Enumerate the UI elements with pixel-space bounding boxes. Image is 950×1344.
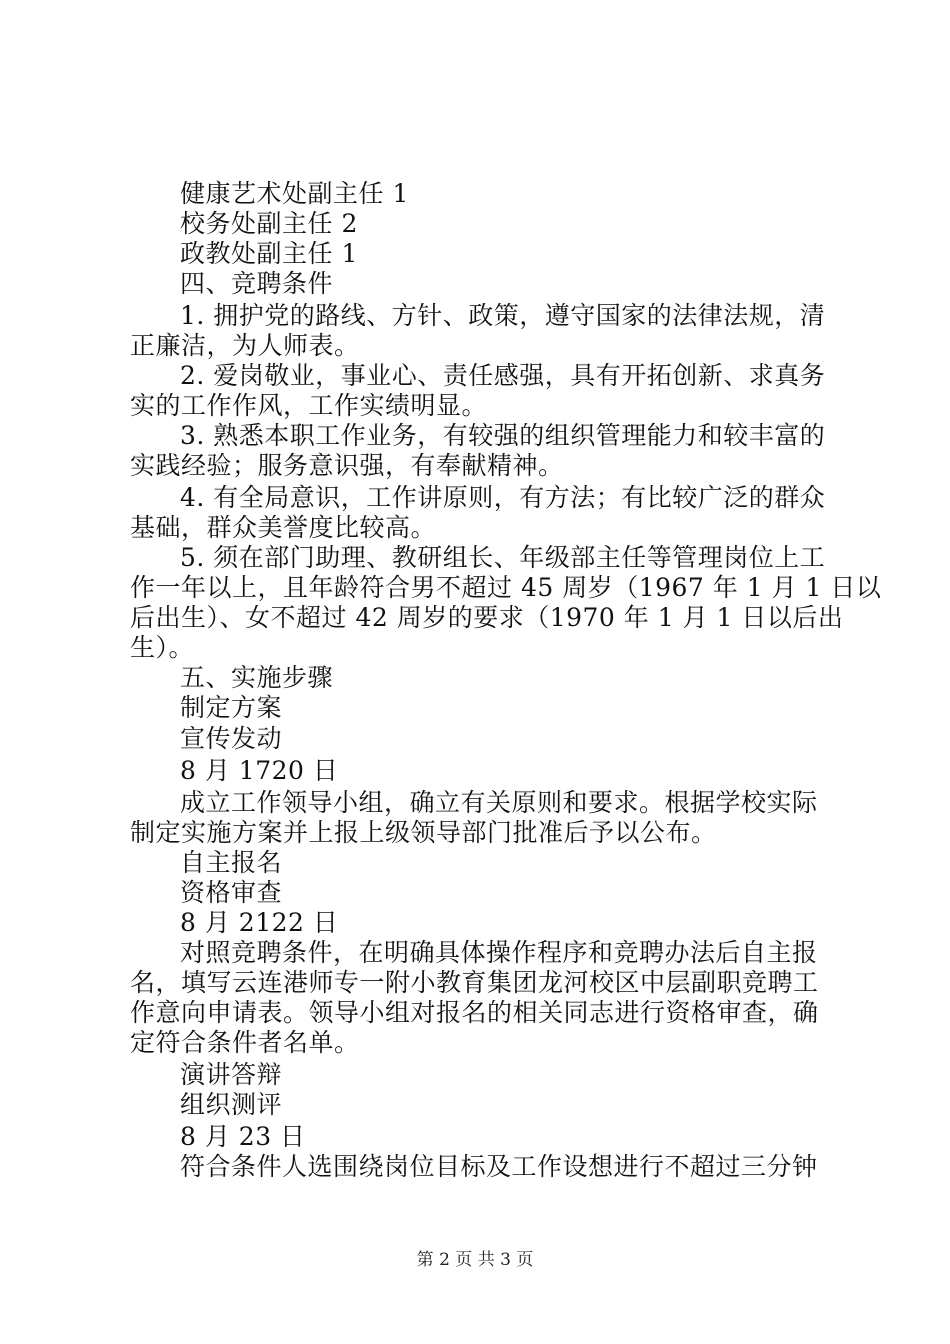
text-line: 校务处副主任 2: [180, 209, 358, 238]
text-line: 演讲答辩: [180, 1060, 283, 1089]
text-line: 组织测评: [180, 1090, 283, 1119]
text-line: 制定方案: [180, 693, 283, 722]
text-line: 定符合条件者名单。: [130, 1028, 360, 1057]
text-line: 生）。: [130, 633, 195, 662]
text-line: 名，填写云连港师专一附小教育集团龙河校区中层副职竞聘工: [130, 968, 819, 997]
page-footer: 第 2 页 共 3 页: [416, 1250, 534, 1270]
text-line: 后出生）、女不超过 42 周岁的要求（1970 年 1 月 1 日以后出: [130, 603, 844, 632]
date-line: 8 月 1720 日: [180, 756, 339, 785]
section-heading: 四、竞聘条件: [180, 269, 334, 298]
text-line: 4. 有全局意识，工作讲原则，有方法；有比较广泛的群众: [180, 483, 826, 512]
text-line: 健康艺术处副主任 1: [180, 179, 409, 208]
text-line: 资格审查: [180, 878, 283, 907]
text-line: 自主报名: [180, 848, 283, 877]
text-line: 5. 须在部门助理、教研组长、年级部主任等管理岗位上工: [180, 543, 826, 572]
date-line: 8 月 2122 日: [180, 908, 339, 937]
text-line: 2. 爱岗敬业，事业心、责任感强，具有开拓创新、求真务: [180, 361, 826, 390]
text-line: 1. 拥护党的路线、方针、政策，遵守国家的法律法规，清: [180, 301, 826, 330]
section-heading: 五、实施步骤: [180, 663, 334, 692]
date-line: 8 月 23 日: [180, 1122, 306, 1151]
text-line: 成立工作领导小组，确立有关原则和要求。根据学校实际: [180, 788, 818, 817]
text-line: 政教处副主任 1: [180, 239, 358, 268]
text-line: 对照竞聘条件，在明确具体操作程序和竞聘办法后自主报: [180, 938, 818, 967]
text-line: 3. 熟悉本职工作业务，有较强的组织管理能力和较丰富的: [180, 421, 826, 450]
text-line: 宣传发动: [180, 724, 283, 753]
text-line: 实践经验；服务意识强，有奉献精神。: [130, 451, 564, 480]
text-line: 作意向申请表。领导小组对报名的相关同志进行资格审查，确: [130, 998, 819, 1027]
text-line: 制定实施方案并上报上级领导部门批准后予以公布。: [130, 818, 717, 847]
text-line: 作一年以上，且年龄符合男不超过 45 周岁（1967 年 1 月 1 日以: [130, 573, 882, 602]
text-line: 正廉洁，为人师表。: [130, 331, 360, 360]
text-line: 实的工作作风，工作实绩明显。: [130, 391, 488, 420]
text-line: 符合条件人选围绕岗位目标及工作设想进行不超过三分钟: [180, 1152, 818, 1181]
text-line: 基础，群众美誉度比较高。: [130, 513, 437, 542]
